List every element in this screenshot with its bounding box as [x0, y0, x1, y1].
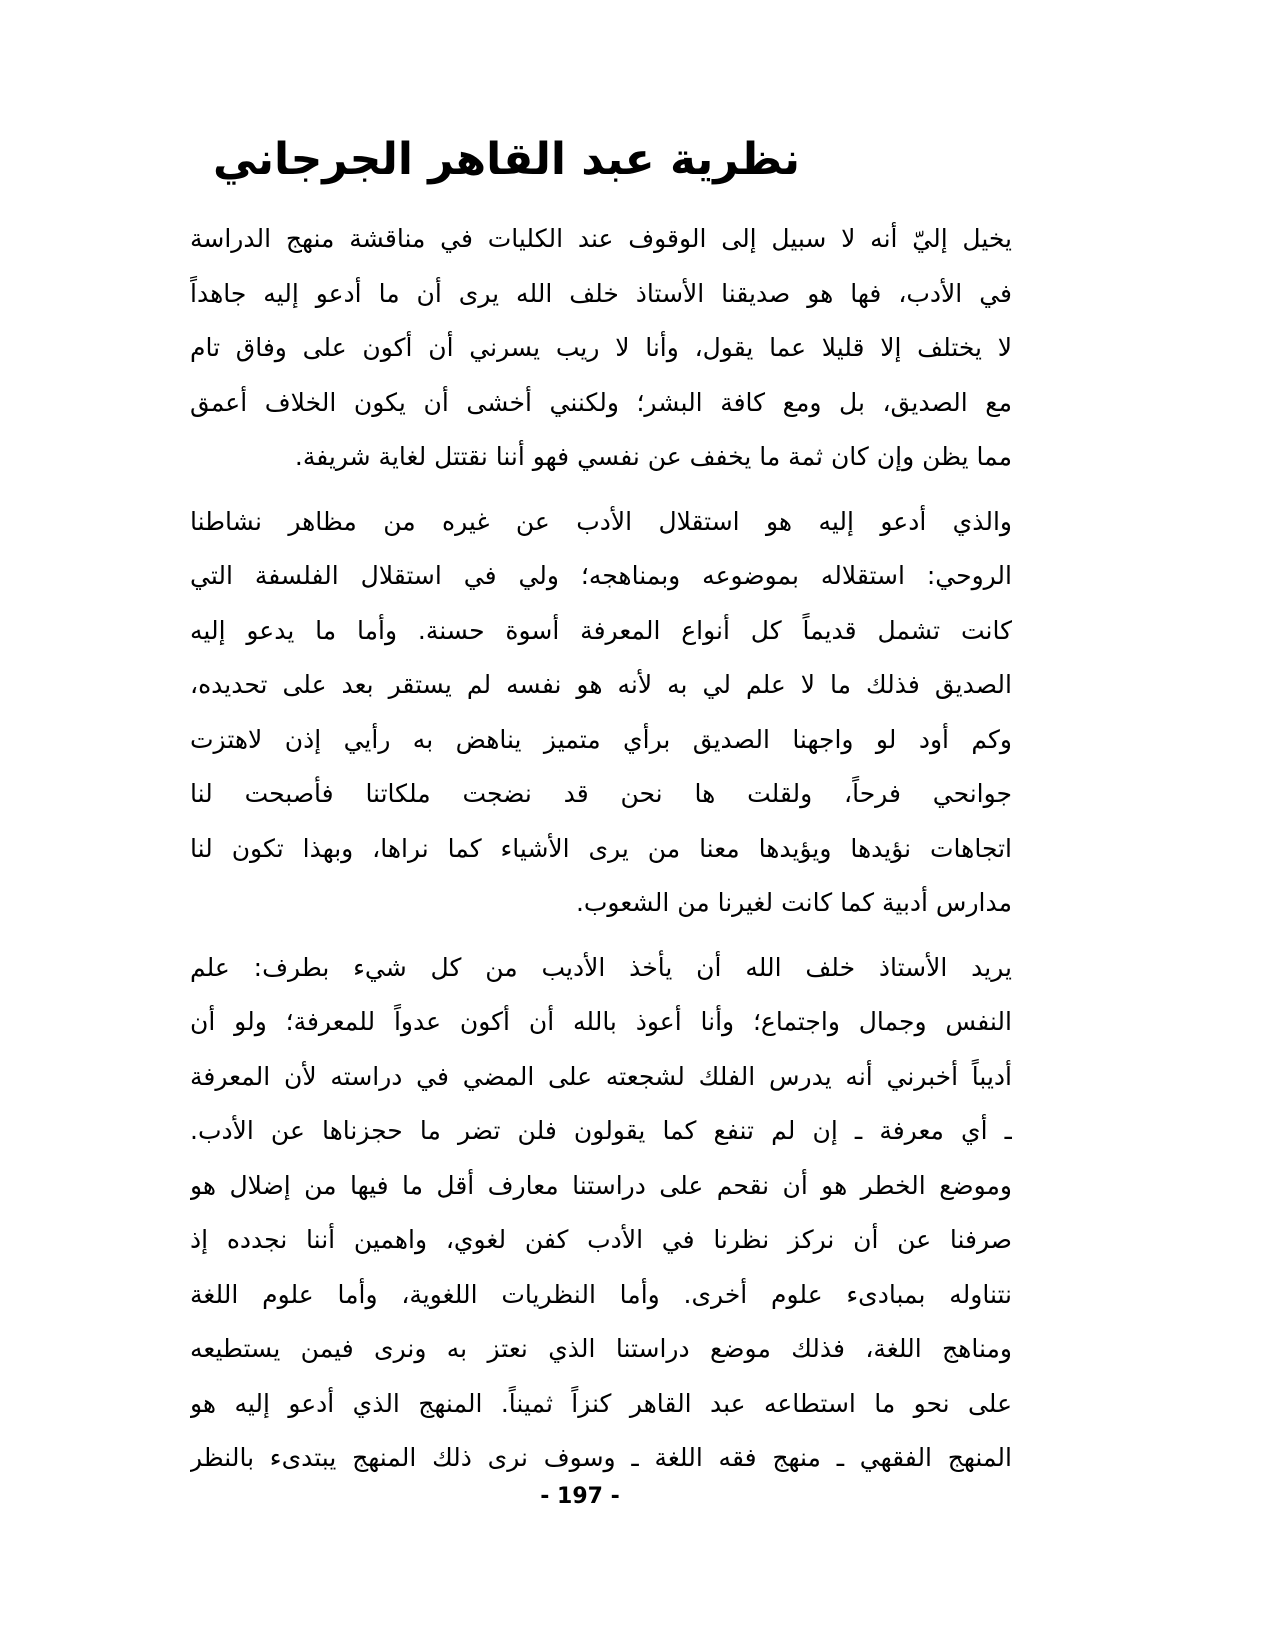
- text-line: على نحو ما استطاعه عبد القاهر كنزاً ثميناً. المنهج الذي أدعو إليه هو: [190, 1388, 1012, 1418]
- text-line: مع الصديق، بل ومع كافة البشر؛ ولكنني أخشى أن يكون الخلاف أعمق: [190, 387, 1012, 417]
- paragraph: [190, 941, 1012, 1486]
- text-line: مما يظن وإن كان ثمة ما يخفف عن نفسي فهو أننا نقتتل لغاية شريفة.: [294, 442, 1012, 471]
- text-line: في الأدب، فها هو صديقنا الأستاذ خلف الله يرى أن ما أدعو إليه جاهداً: [190, 278, 1012, 308]
- paragraph: [190, 495, 1012, 931]
- text-line: ومناهج اللغة، فذلك موضع دراستنا الذي نعتز به ونرى فيمن يستطيعه: [190, 1334, 1012, 1363]
- text-line: يريد الأستاذ خلف الله أن يأخذ الأديب من كل شيء بطرف: علم: [190, 952, 1012, 982]
- text-line: الروحي: استقلاله بموضوعه وبمناهجه؛ ولي في استقلال الفلسفة التي: [190, 561, 1012, 590]
- text-line: يخيل إليّ أنه لا سبيل إلى الوقوف عند الكليات في مناقشة منهج الدراسة: [190, 224, 1012, 253]
- page-number: - 197 -: [540, 1484, 620, 1509]
- text-line: والذي أدعو إليه هو استقلال الأدب عن غيره من مظاهر نشاطنا: [190, 506, 1012, 536]
- text-line: جوانحي فرحاً، ولقلت ها نحن قد نضجت ملكاتنا فأصبحت لنا: [190, 779, 1012, 808]
- text-line: أديباً أخبرني أنه يدرس الفلك لشجعته على المضي في دراسته لأن المعرفة: [190, 1061, 1012, 1091]
- text-line: ـ أي معرفة ـ إن لم تنفع كما يقولون فلن تضر ما حجزناها عن الأدب.: [190, 1116, 1012, 1145]
- text-line: اتجاهات نؤيدها ويؤيدها معنا من يرى الأشياء كما نراها، وبهذا تكون لنا: [190, 833, 1012, 863]
- paragraph: [190, 212, 1012, 485]
- page-title: نظرية عبد القاهر الجرجاني: [213, 134, 800, 185]
- paragraph-gap: [190, 485, 1012, 495]
- text-line: النفس وجمال واجتماع؛ وأنا أعوذ بالله أن أكون عدواً للمعرفة؛ ولو أن: [190, 1007, 1012, 1036]
- text-line: لا يختلف إلا قليلا عما يقول، وأنا لا ريب يسرني أن أكون على وفاق تام: [190, 333, 1012, 362]
- text-line: مدارس أدبية كما كانت لغيرنا من الشعوب.: [575, 888, 1012, 917]
- text-line: المنهج الفقهي ـ منهج فقه اللغة ـ وسوف نرى ذلك المنهج يبتدىء بالنظر: [190, 1443, 1012, 1472]
- text-line: وكم أود لو واجهنا الصديق برأي متميز يناهض به رأيي إذن لاهتزت: [190, 724, 1012, 754]
- text-line: كانت تشمل قديماً كل أنواع المعرفة أسوة حسنة. وأما ما يدعو إليه: [190, 615, 1012, 645]
- text-line: وموضع الخطر هو أن نقحم على دراستنا معارف أقل ما فيها من إضلال هو: [190, 1170, 1012, 1200]
- body-text: [190, 212, 1012, 1486]
- text-line: نتناوله بمبادىء علوم أخرى. وأما النظريات اللغوية، وأما علوم اللغة: [190, 1279, 1012, 1309]
- paragraph-gap: [190, 931, 1012, 941]
- text-line: صرفنا عن أن نركز نظرنا في الأدب كفن لغوي، واهمين أننا نجدده إذ: [190, 1225, 1012, 1254]
- text-line: الصديق فذلك ما لا علم لي به لأنه هو نفسه لم يستقر بعد على تحديده،: [190, 670, 1012, 699]
